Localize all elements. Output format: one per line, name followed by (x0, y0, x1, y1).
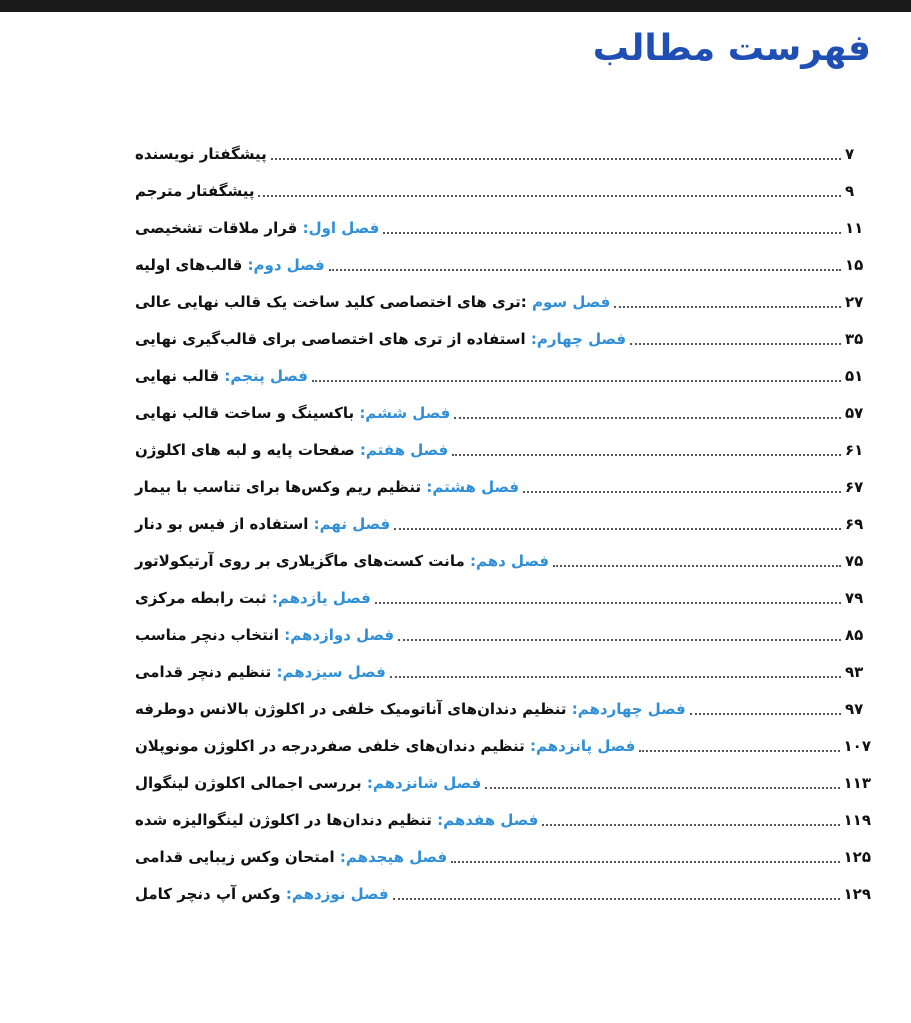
page-number: ۶۱ (845, 441, 864, 459)
chapter-title: پیشگفتار نویسنده (135, 145, 267, 163)
dot-leader (451, 861, 839, 863)
dot-leader (258, 195, 841, 197)
chapter-label: فصل سوم (531, 293, 611, 311)
page-title: فهرست مطالب (592, 28, 871, 69)
dot-leader (329, 269, 841, 271)
toc-entry-text (135, 439, 448, 461)
chapter-title: وکس آپ دنچر کامل (135, 885, 286, 903)
toc-entry-text (135, 476, 519, 498)
chapter-label: فصل چهاردهم: (571, 700, 686, 718)
chapter-title: قرار ملاقات تشخیصی (135, 219, 303, 237)
chapter-title: انتخاب دنچر مناسب (135, 626, 285, 644)
toc-entry-text (135, 291, 610, 313)
toc-row (135, 350, 871, 387)
chapter-title: قالب‌های اولیه (135, 256, 248, 274)
toc-entry-text (135, 883, 389, 905)
toc-row (135, 128, 871, 165)
chapter-label: فصل نهم: (313, 515, 391, 533)
chapter-title: بررسی اجمالی اکلوژن لینگوال (135, 774, 367, 792)
chapter-title: تنظیم دندان‌ها در اکلوژن لینگوالیزه شده (135, 811, 438, 829)
chapter-title: صفحات پایه و لبه های اکلوژن (135, 441, 360, 459)
page-number: ۷۵ (845, 552, 864, 570)
toc-row (135, 202, 871, 239)
page-number: ۱۲۹ (843, 885, 871, 903)
chapter-label: فصل سیزدهم: (276, 663, 386, 681)
toc-row (135, 794, 871, 831)
dot-leader (553, 565, 841, 567)
page-number: ۷ (845, 145, 855, 163)
dot-leader (690, 713, 841, 715)
toc-row (135, 276, 871, 313)
chapter-title: پیشگفتار مترجم (135, 182, 255, 200)
page-number: ۹ (845, 182, 855, 200)
top-bar (0, 0, 911, 12)
chapter-title: استفاده از فیس بو دنار (135, 515, 314, 533)
chapter-title: امتحان وکس زیبایی قدامی (135, 848, 340, 866)
toc-entry-text (135, 328, 626, 350)
toc-row (135, 165, 871, 202)
chapter-title: ثبت رابطه مرکزی (135, 589, 272, 607)
chapter-title: باکسینگ و ساخت قالب نهایی (135, 404, 360, 422)
chapter-label: فصل دوم: (247, 256, 325, 274)
chapter-title: تنظیم دنچر قدامی (135, 663, 277, 681)
chapter-label: فصل چهارم: (530, 330, 627, 348)
toc-row (135, 498, 871, 535)
dot-leader (394, 528, 841, 530)
page-number: ۱۱ (845, 219, 864, 237)
toc-entry-text (135, 624, 394, 646)
toc-row (135, 461, 871, 498)
chapter-label: فصل هفتم: (359, 441, 449, 459)
chapter-label: فصل دوازدهم: (284, 626, 395, 644)
toc-row (135, 720, 871, 757)
chapter-label: فصل هیجدهم: (339, 848, 448, 866)
toc-row (135, 239, 871, 276)
toc-row (135, 535, 871, 572)
toc-row (135, 387, 871, 424)
toc-entry-text (135, 402, 450, 424)
dot-leader (630, 343, 841, 345)
table-of-contents (135, 128, 871, 905)
chapter-title: تنظیم دندان‌های آناتومیک خلفی در اکلوژن بالانس دوطرفه (135, 700, 572, 718)
toc-entry-text (135, 735, 635, 757)
page-number: ۳۵ (845, 330, 864, 348)
dot-leader (390, 676, 841, 678)
toc-entry-text (135, 587, 371, 609)
toc-row (135, 572, 871, 609)
chapter-title: تنظیم دندان‌های خلفی صفردرجه در اکلوژن مونوپلان (135, 737, 531, 755)
toc-entry-text (135, 254, 325, 276)
toc-entry-text (135, 180, 254, 202)
page-number: ۹۷ (845, 700, 864, 718)
chapter-title: تنظیم ریم وکس‌ها برای تناسب با بیمار (135, 478, 427, 496)
chapter-title: :تری های اختصاصی کلید ساخت یک قالب نهایی عالی (135, 293, 532, 311)
toc-entry-text (135, 846, 447, 868)
chapter-label: فصل هفدهم: (437, 811, 539, 829)
toc-row (135, 313, 871, 350)
dot-leader (398, 639, 841, 641)
toc-entry-text (135, 143, 267, 165)
page-number: ۱۱۳ (843, 774, 871, 792)
page-number: ۶۷ (845, 478, 864, 496)
page-number: ۱۵ (845, 256, 864, 274)
dot-leader (393, 898, 840, 900)
dot-leader (542, 824, 839, 826)
chapter-title: استفاده از تری های اختصاصی برای قالب‌گیری نهایی (135, 330, 531, 348)
page-number: ۶۹ (845, 515, 864, 533)
dot-leader (614, 306, 841, 308)
chapter-label: فصل دهم: (469, 552, 550, 570)
toc-entry-text (135, 217, 379, 239)
dot-leader (523, 491, 841, 493)
dot-leader (383, 232, 841, 234)
dot-leader (271, 158, 841, 160)
dot-leader (312, 380, 841, 382)
toc-entry-text (135, 698, 686, 720)
toc-row (135, 868, 871, 905)
page-number: ۸۵ (845, 626, 864, 644)
toc-row (135, 683, 871, 720)
page-number: ۷۹ (845, 589, 864, 607)
page-number: ۵۷ (845, 404, 864, 422)
page-number: ۵۱ (845, 367, 864, 385)
toc-entry-text (135, 809, 538, 831)
page-number: ۱۰۷ (843, 737, 871, 755)
chapter-label: فصل پنجم: (224, 367, 308, 385)
chapter-title: مانت کست‌های ماگزیلاری بر روی آرتیکولاتور (135, 552, 470, 570)
dot-leader (485, 787, 839, 789)
toc-entry-text (135, 365, 308, 387)
dot-leader (375, 602, 841, 604)
chapter-label: فصل پانزدهم: (530, 737, 636, 755)
page-number: ۹۳ (845, 663, 864, 681)
dot-leader (639, 750, 839, 752)
page-number: ۱۲۵ (843, 848, 871, 866)
toc-row (135, 609, 871, 646)
toc-row (135, 424, 871, 461)
toc-entry-text (135, 772, 481, 794)
chapter-label: فصل ششم: (359, 404, 451, 422)
chapter-label: فصل هشتم: (426, 478, 520, 496)
chapter-label: فصل یازدهم: (271, 589, 371, 607)
dot-leader (452, 454, 841, 456)
toc-row (135, 757, 871, 794)
toc-row (135, 831, 871, 868)
chapter-title: قالب نهایی (135, 367, 225, 385)
page-number: ۱۱۹ (843, 811, 871, 829)
dot-leader (454, 417, 841, 419)
chapter-label: فصل نوزدهم: (285, 885, 389, 903)
page-number: ۲۷ (845, 293, 864, 311)
toc-entry-text (135, 661, 386, 683)
chapter-label: فصل اول: (302, 219, 380, 237)
toc-entry-text (135, 550, 549, 572)
toc-entry-text (135, 513, 390, 535)
toc-row (135, 646, 871, 683)
chapter-label: فصل شانزدهم: (366, 774, 482, 792)
